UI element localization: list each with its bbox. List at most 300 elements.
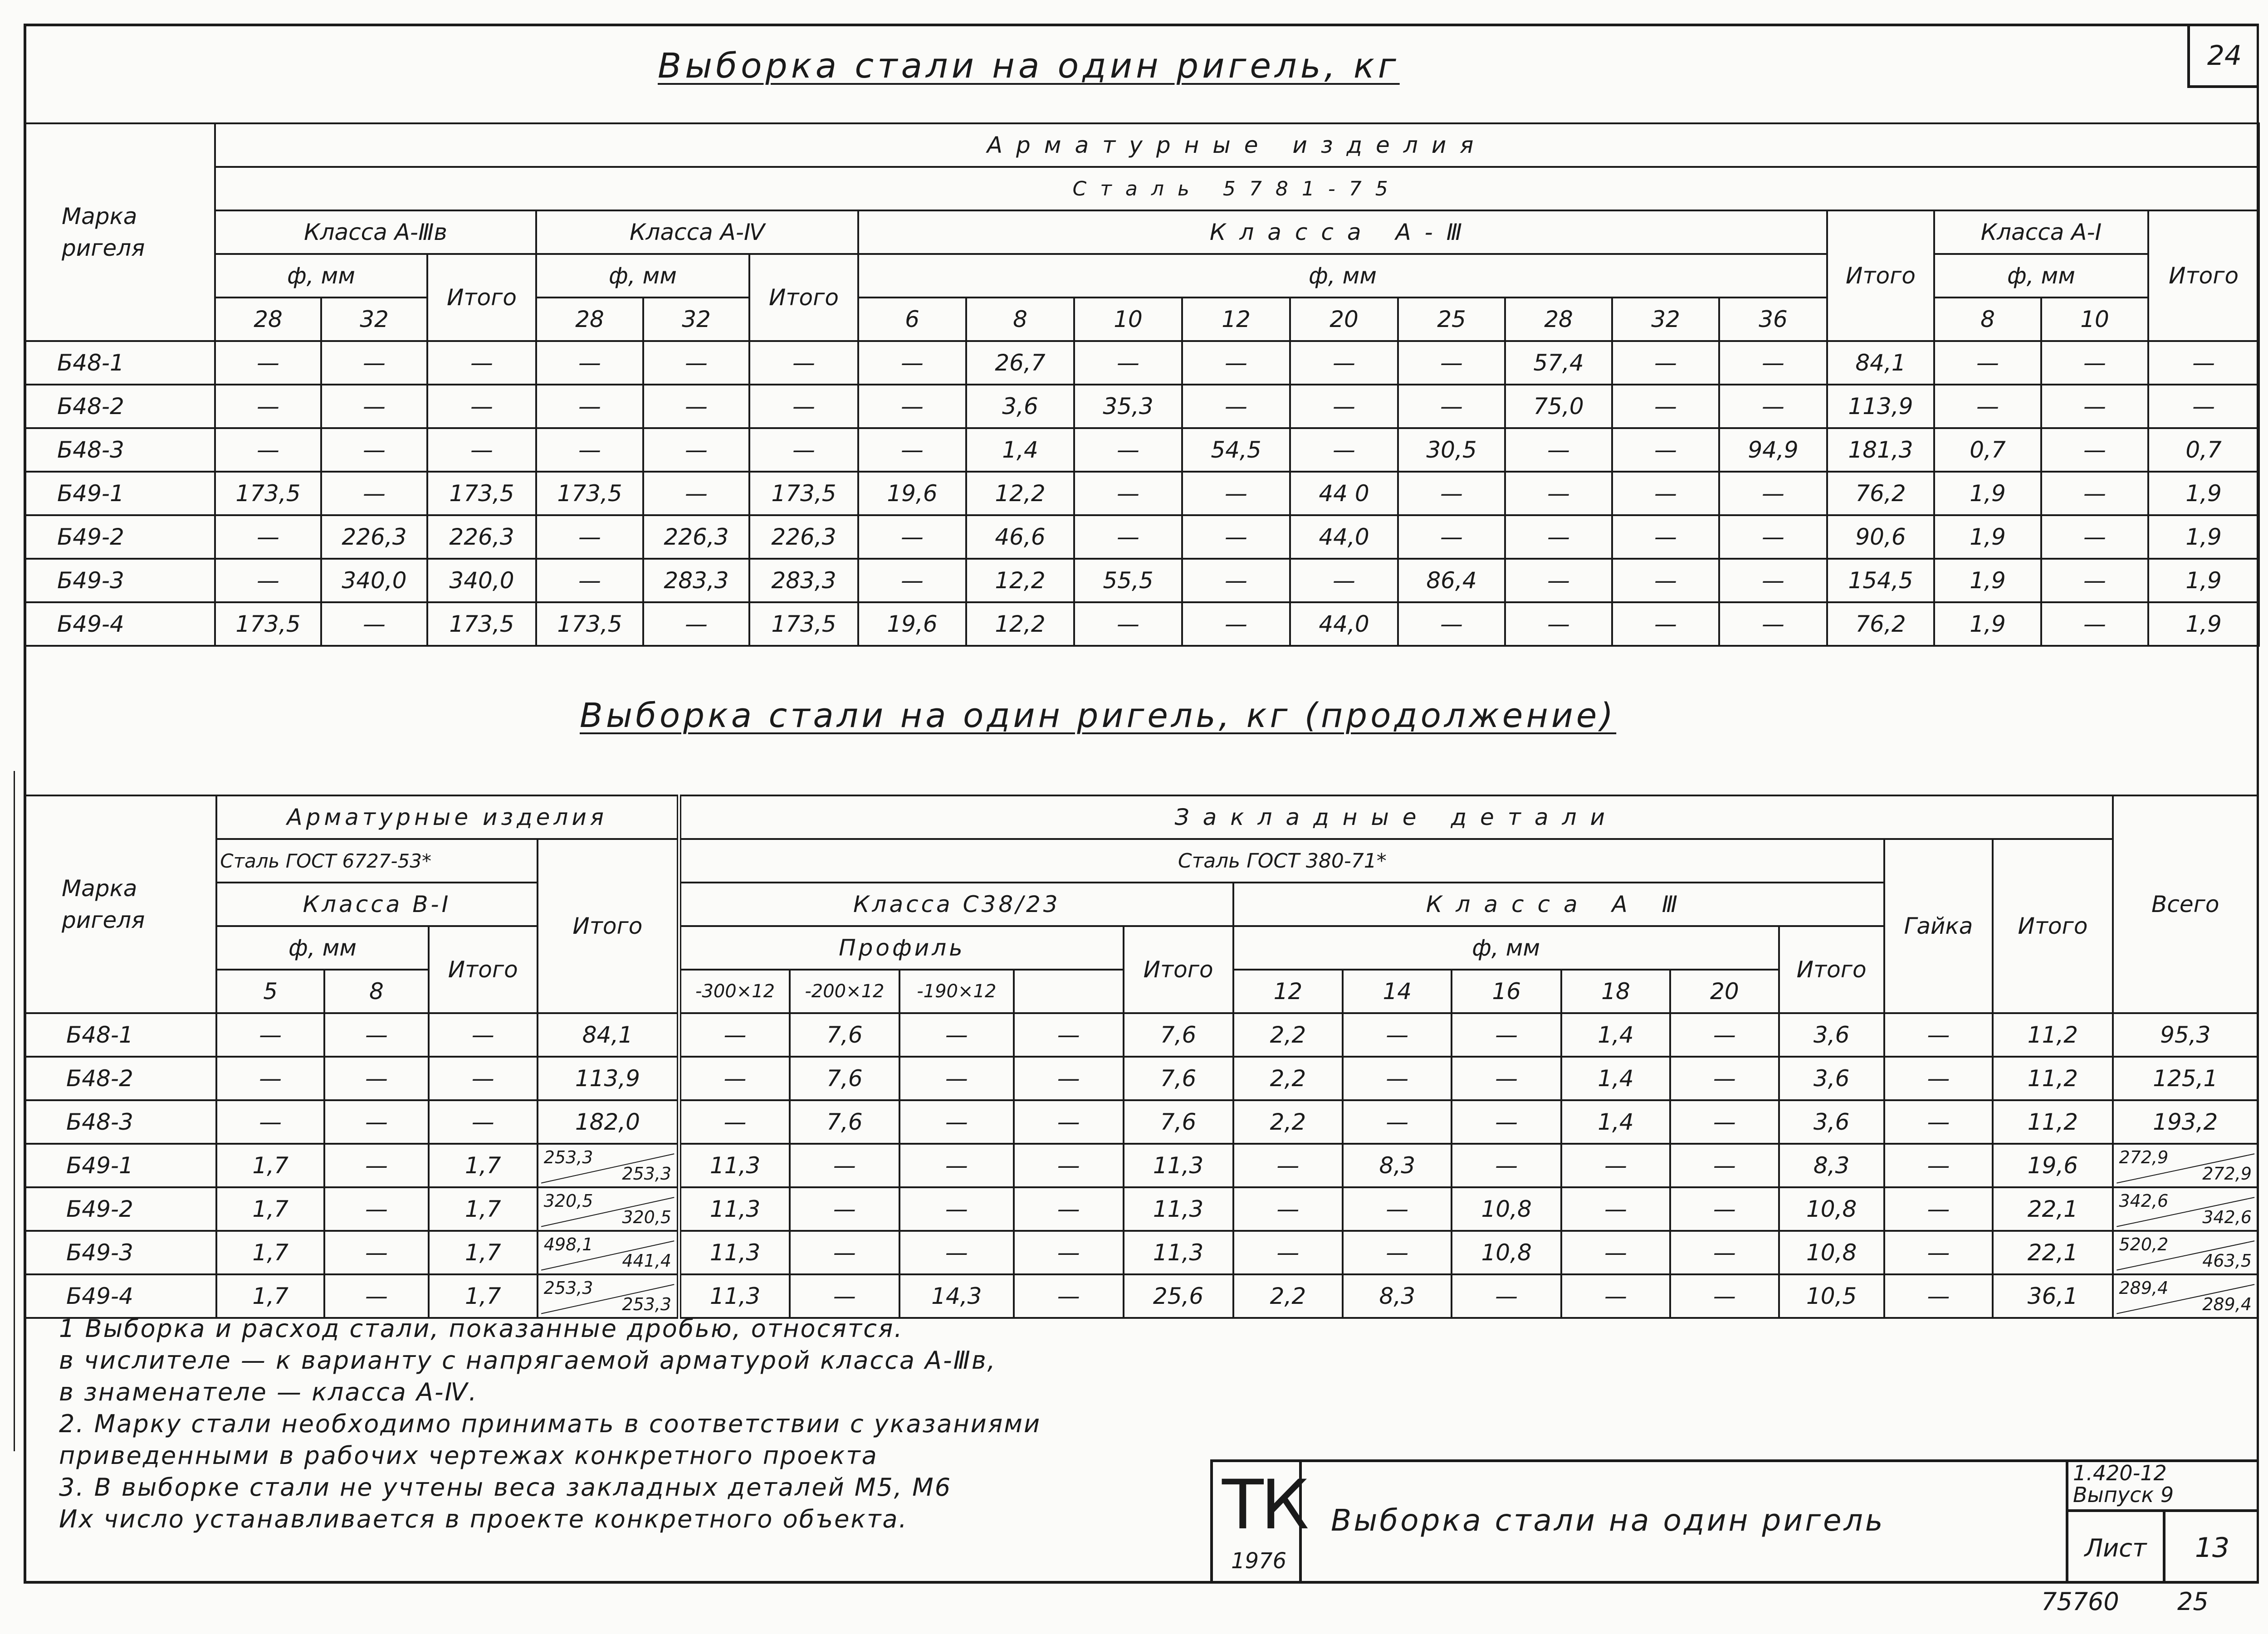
cell-value: 1,4 — [1561, 1057, 1670, 1100]
profile-empty — [1014, 970, 1124, 1013]
cell-value: — — [324, 1013, 429, 1057]
cell-value: — — [1934, 341, 2041, 385]
header-phi: ф, мм — [1934, 254, 2148, 298]
dia-12: 12 — [1182, 298, 1290, 341]
cell-value: — — [1884, 1144, 1993, 1187]
row-mark: Б49-1 — [24, 472, 215, 515]
footer-right: 25 — [2177, 1587, 2209, 1616]
cell-value: — — [2148, 385, 2259, 428]
cell-value: 1,9 — [1934, 515, 2041, 559]
cell-value: — — [1233, 1231, 1343, 1274]
fraction-itogo-arm — [538, 1274, 679, 1318]
table2-title: Выборка стали на один ригель, кг (продолжение) — [580, 696, 1617, 735]
cell-value: — — [215, 559, 321, 602]
header-itogo-a3: Итого — [1827, 210, 1934, 341]
cell-value: 8,3 — [1343, 1144, 1452, 1187]
cell-value: — — [1014, 1013, 1124, 1057]
cell-value: 1,7 — [216, 1144, 324, 1187]
cell-value: — — [1884, 1013, 1993, 1057]
table-row — [24, 341, 2259, 385]
cell-value: — — [215, 515, 321, 559]
cell-value: — — [324, 1144, 429, 1187]
cell-value: 226,3 — [321, 515, 427, 559]
note-line: в числителе — к варианту с напрягаемой арматурой класса А-Ⅲв, — [59, 1346, 997, 1375]
dia-36: 36 — [1719, 298, 1827, 341]
cell-value: 113,9 — [1827, 385, 1934, 428]
cell-value: 44,0 — [1290, 602, 1398, 646]
cell-value: — — [1014, 1144, 1124, 1187]
code-series: 1.420-12 — [2073, 1461, 2167, 1485]
cell-value: 22,1 — [1993, 1187, 2112, 1231]
cell-value: 8,3 — [1779, 1144, 1884, 1187]
cell-value: — — [1452, 1013, 1561, 1057]
cell-value: 181,3 — [1827, 428, 1934, 472]
cell-value: — — [1398, 385, 1505, 428]
fraction-numerator: 253,3 — [543, 1147, 593, 1167]
cell-value: 340,0 — [321, 559, 427, 602]
cell-value: 94,9 — [1719, 428, 1827, 472]
tk-logo — [1213, 1462, 1307, 1584]
cell-value: — — [1884, 1187, 1993, 1231]
cell-value: — — [321, 385, 427, 428]
cell-value: 36,1 — [1993, 1274, 2112, 1318]
cell-value: — — [2041, 472, 2148, 515]
tk-year: 1976 — [1231, 1548, 1287, 1574]
cell-value: — — [536, 515, 643, 559]
cell-value: 25,6 — [1124, 1274, 1233, 1318]
dia-32: 32 — [643, 298, 749, 341]
cell-value: — — [1884, 1100, 1993, 1144]
fraction-itogo-arm — [538, 1187, 679, 1231]
fraction-denominator: 272,9 — [2202, 1164, 2252, 1184]
cell-value: 11,3 — [679, 1144, 790, 1187]
cell-value: 12,2 — [966, 602, 1074, 646]
steel-table-2 — [24, 795, 2259, 1319]
cell-value: — — [2041, 515, 2148, 559]
cell-value: — — [321, 472, 427, 515]
fraction-denominator: 463,5 — [2202, 1251, 2252, 1271]
cell-value: — — [536, 559, 643, 602]
fraction-denominator: 289,4 — [2202, 1294, 2252, 1314]
header-class-a1: Класса А-Ⅰ — [1934, 210, 2148, 254]
cell-value: — — [1612, 341, 1719, 385]
tk-letters: ТК — [1222, 1466, 1307, 1545]
cell-value: 11,3 — [679, 1187, 790, 1231]
cell-value: 19,6 — [858, 602, 966, 646]
cell-value: — — [1398, 602, 1505, 646]
cell-value: — — [899, 1057, 1014, 1100]
cell-value: 173,5 — [536, 602, 643, 646]
cell-value: — — [1343, 1187, 1452, 1231]
cell-value: 226,3 — [427, 515, 536, 559]
cell-value: — — [536, 428, 643, 472]
cell-value: — — [1561, 1187, 1670, 1231]
cell-value: — — [1670, 1013, 1779, 1057]
cell-value: 0,7 — [1934, 428, 2041, 472]
cell-value: 10,5 — [1779, 1274, 1884, 1318]
cell-value: 54,5 — [1182, 428, 1290, 472]
cell-value: 7,6 — [1124, 1013, 1233, 1057]
header-mark: Марка ригеля — [24, 123, 215, 341]
dia-32: 32 — [321, 298, 427, 341]
cell-value: — — [1398, 515, 1505, 559]
cell-value: 84,1 — [1827, 341, 1934, 385]
cell-value: — — [2041, 559, 2148, 602]
cell-value: — — [1561, 1231, 1670, 1274]
sheet-number: 13 — [2195, 1532, 2230, 1564]
cell-value: — — [1505, 602, 1612, 646]
header-class-a4: Класса А-Ⅳ — [536, 210, 858, 254]
cell-value: — — [429, 1057, 538, 1100]
cell-value: — — [1612, 602, 1719, 646]
profile-200: -200×12 — [790, 970, 899, 1013]
fraction-numerator: 272,9 — [2119, 1147, 2169, 1167]
cell-value: — — [1014, 1100, 1124, 1144]
cell-value: — — [1719, 559, 1827, 602]
cell-value: — — [216, 1013, 324, 1057]
cell-value: 22,1 — [1993, 1231, 2112, 1274]
header-itogo-a4: Итого — [749, 254, 858, 341]
cell-value: 113,9 — [538, 1057, 679, 1100]
dia-16: 16 — [1452, 970, 1561, 1013]
title-block-name: Выборка стали на один ригель — [1331, 1503, 1885, 1538]
cell-value: 1,9 — [1934, 602, 2041, 646]
cell-value: — — [1182, 602, 1290, 646]
cell-value: — — [324, 1274, 429, 1318]
cell-value: — — [1561, 1274, 1670, 1318]
cell-value: — — [324, 1057, 429, 1100]
cell-value: 7,6 — [1124, 1100, 1233, 1144]
cell-value: — — [643, 602, 749, 646]
cell-value: — — [1612, 515, 1719, 559]
cell-value: — — [1670, 1057, 1779, 1100]
cell-value: 226,3 — [643, 515, 749, 559]
header-phi: ф, мм — [1233, 926, 1779, 970]
header-itogo-c38: Итого — [1124, 926, 1233, 1013]
cell-value: 173,5 — [536, 472, 643, 515]
header-class-a3: Класса А Ⅲ — [1233, 883, 1884, 926]
dia-8: 8 — [966, 298, 1074, 341]
cell-value: — — [1014, 1187, 1124, 1231]
cell-value: 1,4 — [1561, 1013, 1670, 1057]
cell-value: 44,0 — [1290, 515, 1398, 559]
cell-value: — — [321, 341, 427, 385]
header-class-c38: Класса С38/23 — [679, 883, 1233, 926]
dia-20: 20 — [1670, 970, 1779, 1013]
cell-value: 7,6 — [790, 1057, 899, 1100]
cell-value: — — [1182, 385, 1290, 428]
cell-value: 283,3 — [643, 559, 749, 602]
table-row — [24, 1187, 2258, 1231]
cell-value: — — [536, 341, 643, 385]
row-mark: Б49-3 — [24, 1231, 216, 1274]
cell-value: 1,9 — [1934, 559, 2041, 602]
cell-value: 1,9 — [2148, 472, 2259, 515]
cell-value: — — [1398, 472, 1505, 515]
cell-value: — — [1014, 1231, 1124, 1274]
row-mark: Б48-2 — [24, 1057, 216, 1100]
header-vsego: Всего — [2113, 795, 2258, 1013]
header-phi: ф, мм — [536, 254, 749, 298]
cell-value: 3,6 — [1779, 1057, 1884, 1100]
row-mark: Б48-3 — [24, 1100, 216, 1144]
cell-value: 14,3 — [899, 1274, 1014, 1318]
cell-value: — — [899, 1013, 1014, 1057]
row-mark: Б49-2 — [24, 1187, 216, 1231]
dia-28: 28 — [1505, 298, 1612, 341]
cell-value: 125,1 — [2113, 1057, 2258, 1100]
cell-value: — — [1452, 1274, 1561, 1318]
cell-value: — — [790, 1274, 899, 1318]
cell-value: 1,9 — [2148, 559, 2259, 602]
cell-value: 1,7 — [216, 1187, 324, 1231]
header-steel-arm: Сталь ГОСТ 6727-53* — [216, 839, 537, 883]
cell-value: 173,5 — [749, 602, 858, 646]
cell-value: 1,7 — [216, 1274, 324, 1318]
cell-value: — — [2041, 602, 2148, 646]
cell-value: — — [1612, 472, 1719, 515]
cell-value: — — [1290, 385, 1398, 428]
cell-value: 12,2 — [966, 472, 1074, 515]
header-itogo-a3: Итого — [1779, 926, 1884, 1013]
binding-margin-line — [5, 771, 15, 1451]
cell-value: — — [1505, 559, 1612, 602]
fraction-denominator: 342,6 — [2202, 1207, 2252, 1227]
header-phi: ф, мм — [858, 254, 1827, 298]
header-class-a3v: Класса А-Ⅲв — [215, 210, 536, 254]
cell-value: — — [1719, 602, 1827, 646]
cell-value: — — [1884, 1057, 1993, 1100]
header-gaika: Гайка — [1884, 839, 1993, 1013]
cell-value: 19,6 — [1993, 1144, 2112, 1187]
dia-28: 28 — [215, 298, 321, 341]
header-itogo-a3v: Итого — [427, 254, 536, 341]
fraction-numerator: 253,3 — [543, 1278, 593, 1298]
cell-value: — — [1343, 1100, 1452, 1144]
row-mark: Б48-2 — [24, 385, 215, 428]
fraction-denominator: 320,5 — [622, 1207, 672, 1227]
cell-value: — — [427, 341, 536, 385]
fraction-numerator: 520,2 — [2119, 1234, 2169, 1254]
header-itogo-b1: Итого — [429, 926, 538, 1013]
cell-value: 173,5 — [749, 472, 858, 515]
table1-title: Выборка стали на один ригель, кг — [658, 45, 1400, 86]
cell-value: 154,5 — [1827, 559, 1934, 602]
cell-value: 1,4 — [1561, 1100, 1670, 1144]
cell-value: 46,6 — [966, 515, 1074, 559]
cell-value: 8,3 — [1343, 1274, 1452, 1318]
header-profile: Профиль — [679, 926, 1124, 970]
cell-value: — — [536, 385, 643, 428]
cell-value: 10,8 — [1452, 1231, 1561, 1274]
cell-value: — — [2041, 428, 2148, 472]
cell-value: — — [679, 1013, 790, 1057]
cell-value: — — [215, 385, 321, 428]
cell-value: 35,3 — [1074, 385, 1182, 428]
cell-value: 11,3 — [679, 1274, 790, 1318]
cell-value: — — [899, 1144, 1014, 1187]
cell-value: — — [1670, 1274, 1779, 1318]
header-itogo-zakl: Итого — [1993, 839, 2112, 1013]
cell-value: — — [858, 341, 966, 385]
cell-value: — — [1670, 1187, 1779, 1231]
cell-value: 11,3 — [679, 1231, 790, 1274]
cell-value: — — [749, 385, 858, 428]
cell-value: — — [858, 428, 966, 472]
table-row — [24, 428, 2259, 472]
cell-value: 11,3 — [1124, 1144, 1233, 1187]
cell-value: — — [790, 1187, 899, 1231]
cell-value: — — [1182, 515, 1290, 559]
page-number: 24 — [2187, 26, 2259, 88]
cell-value: — — [749, 341, 858, 385]
cell-value: — — [427, 428, 536, 472]
cell-value: 1,9 — [2148, 515, 2259, 559]
header-arm: Арматурные изделия — [216, 795, 679, 839]
cell-value: 1,9 — [2148, 602, 2259, 646]
dia-32: 32 — [1612, 298, 1719, 341]
cell-value: 193,2 — [2113, 1100, 2258, 1144]
code-issue: Выпуск 9 — [2073, 1483, 2174, 1507]
cell-value: 75,0 — [1505, 385, 1612, 428]
table-row — [24, 1013, 2258, 1057]
cell-value: 10,8 — [1779, 1231, 1884, 1274]
cell-value: — — [324, 1100, 429, 1144]
cell-value: — — [321, 428, 427, 472]
cell-value: — — [1343, 1057, 1452, 1100]
note-line: 1 Выборка и расход стали, показанные дробью, относятся. — [59, 1314, 904, 1343]
fraction-vsego — [2113, 1274, 2258, 1318]
cell-value: — — [216, 1100, 324, 1144]
dia-8: 8 — [1934, 298, 2041, 341]
dia-8: 8 — [324, 970, 429, 1013]
cell-value: — — [215, 428, 321, 472]
table-row — [24, 515, 2259, 559]
row-mark: Б49-3 — [24, 559, 215, 602]
cell-value: — — [2148, 341, 2259, 385]
cell-value: — — [427, 385, 536, 428]
cell-value: 2,2 — [1233, 1013, 1343, 1057]
cell-value: 173,5 — [427, 602, 536, 646]
cell-value: — — [1014, 1274, 1124, 1318]
cell-value: — — [790, 1231, 899, 1274]
cell-value: 1,7 — [429, 1187, 538, 1231]
cell-value: — — [643, 385, 749, 428]
cell-value: 11,3 — [1124, 1231, 1233, 1274]
cell-value: — — [1719, 515, 1827, 559]
cell-value: — — [643, 472, 749, 515]
cell-value: — — [1343, 1013, 1452, 1057]
header-zakl: Закладные детали — [679, 795, 2112, 839]
cell-value: — — [1233, 1187, 1343, 1231]
cell-value: 1,9 — [1934, 472, 2041, 515]
cell-value: — — [1014, 1057, 1124, 1100]
cell-value: 44 0 — [1290, 472, 1398, 515]
table-row — [24, 385, 2259, 428]
cell-value: 3,6 — [966, 385, 1074, 428]
dia-18: 18 — [1561, 970, 1670, 1013]
cell-value: — — [1233, 1144, 1343, 1187]
cell-value: — — [858, 515, 966, 559]
cell-value: — — [1884, 1231, 1993, 1274]
cell-value: — — [216, 1057, 324, 1100]
fraction-vsego — [2113, 1231, 2258, 1274]
cell-value: — — [858, 559, 966, 602]
cell-value: — — [1612, 559, 1719, 602]
fraction-vsego — [2113, 1187, 2258, 1231]
cell-value: 7,6 — [1124, 1057, 1233, 1100]
header-itogo-arm: Итого — [538, 839, 679, 1013]
dia-10: 10 — [1074, 298, 1182, 341]
cell-value: — — [1719, 341, 1827, 385]
cell-value: — — [1505, 428, 1612, 472]
cell-value: — — [1074, 341, 1182, 385]
row-mark: Б49-1 — [24, 1144, 216, 1187]
cell-value: — — [1074, 472, 1182, 515]
cell-value: 1,7 — [429, 1231, 538, 1274]
cell-value: — — [858, 385, 966, 428]
row-mark: Б48-1 — [24, 1013, 216, 1057]
note-line: приведенными в рабочих чертежах конкретного проекта — [59, 1441, 878, 1470]
fraction-itogo-arm — [538, 1144, 679, 1187]
cell-value: 90,6 — [1827, 515, 1934, 559]
fraction-numerator: 289,4 — [2119, 1278, 2169, 1298]
cell-value: — — [324, 1231, 429, 1274]
cell-value: — — [1343, 1231, 1452, 1274]
cell-value: 3,6 — [1779, 1013, 1884, 1057]
cell-value: — — [1934, 385, 2041, 428]
cell-value: 3,6 — [1779, 1100, 1884, 1144]
note-line: 2. Марку стали необходимо принимать в соответствии с указаниями — [59, 1410, 1041, 1438]
cell-value: 7,6 — [790, 1100, 899, 1144]
dia-25: 25 — [1398, 298, 1505, 341]
cell-value: 11,2 — [1993, 1057, 2112, 1100]
row-mark: Б48-3 — [24, 428, 215, 472]
cell-value: 19,6 — [858, 472, 966, 515]
cell-value: 226,3 — [749, 515, 858, 559]
cell-value: — — [1290, 559, 1398, 602]
header-mark: Марка ригеля — [24, 795, 216, 1013]
cell-value: 173,5 — [215, 602, 321, 646]
table-row — [24, 602, 2259, 646]
cell-value: 11,2 — [1993, 1013, 2112, 1057]
cell-value: — — [1612, 428, 1719, 472]
cell-value: — — [1182, 472, 1290, 515]
table-row — [24, 1274, 2258, 1318]
note-line: Их число устанавливается в проекте конкретного объекта. — [59, 1505, 908, 1533]
cell-value: — — [749, 428, 858, 472]
footer-left: 75760 — [2041, 1587, 2119, 1616]
cell-value: — — [1670, 1231, 1779, 1274]
cell-value: — — [1719, 472, 1827, 515]
dia-20: 20 — [1290, 298, 1398, 341]
fraction-itogo-arm — [538, 1231, 679, 1274]
cell-value: — — [1505, 472, 1612, 515]
cell-value: 76,2 — [1827, 602, 1934, 646]
cell-value: 182,0 — [538, 1100, 679, 1144]
cell-value: — — [429, 1013, 538, 1057]
header-group: Арматурные изделия — [215, 123, 2259, 167]
dia-5: 5 — [216, 970, 324, 1013]
table-row — [24, 472, 2259, 515]
note-line: в знаменателе — класса А-Ⅳ. — [59, 1378, 478, 1406]
cell-value: 2,2 — [1233, 1274, 1343, 1318]
cell-value: 10,8 — [1452, 1187, 1561, 1231]
note-line: 3. В выборке стали не учтены веса закладных деталей М5, М6 — [59, 1473, 952, 1502]
cell-value: 1,7 — [429, 1144, 538, 1187]
cell-value: 57,4 — [1505, 341, 1612, 385]
header-itogo-a1: Итого — [2148, 210, 2259, 341]
